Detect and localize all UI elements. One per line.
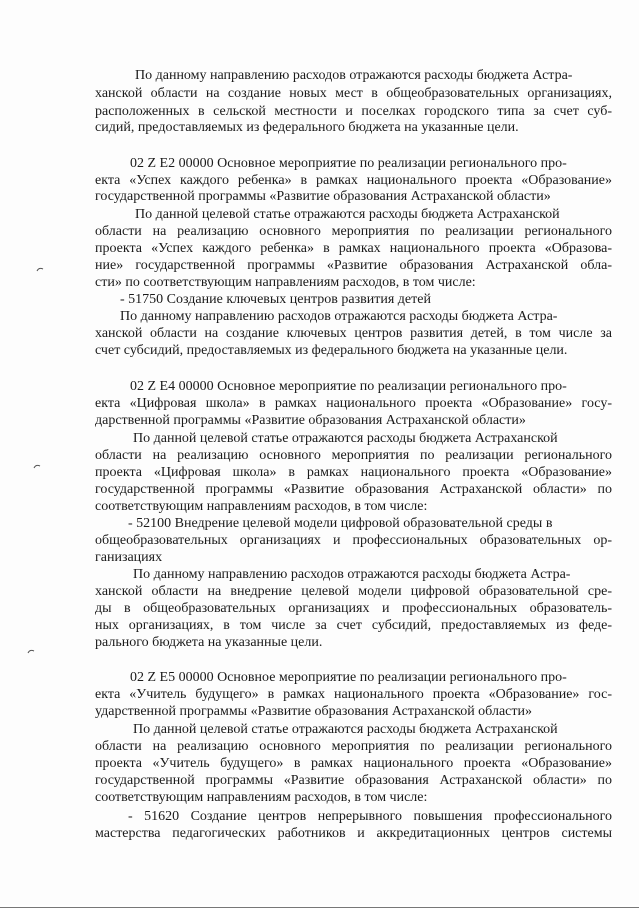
text-line: ударственной программы «Развитие образования Астраханской области» xyxy=(95,704,532,719)
scan-mark xyxy=(27,648,35,654)
scan-mark xyxy=(36,266,44,272)
text-line: государственной программы «Развитие образования Астраханской области» xyxy=(95,189,551,204)
text-line: проекта «Успех каждого ребенка» в рамках национального проекта «Образова- xyxy=(95,241,612,256)
text-line: области на реализацию основного мероприятия по реализации регионального xyxy=(95,224,612,239)
text-line: По данному направлению расходов отражаются расходы бюджета Астра- xyxy=(135,68,573,83)
text-line: 02 Z E5 00000 Основное мероприятие по реализации регионального про- xyxy=(130,670,567,685)
text-line: дарственной программы «Развитие образования Астраханской области» xyxy=(95,413,526,428)
text-line: государственной программы «Развитие образования Астраханской области» по xyxy=(95,773,612,788)
text-line: области на реализацию основного мероприятия по реализации регионального xyxy=(95,739,612,754)
text-line: ды в общеобразовательных организациях и профессиональных образователь- xyxy=(95,601,612,616)
text-line: счет субсидий, предоставляемых из федерального бюджета на указанные цели. xyxy=(95,343,568,358)
page-bottom-edge xyxy=(0,896,639,899)
text-line: проекта «Цифровая школа» в рамках национального проекта «Образование» xyxy=(95,465,612,480)
text-line: соответствующим направлениям расходов, в том числе: xyxy=(95,499,428,514)
text-line: ханской области на создание ключевых центров развития детей, в том числе за xyxy=(95,326,612,341)
text-line: екта «Цифровая школа» в рамках национального проекта «Образование» госу- xyxy=(95,396,612,411)
text-line: екта «Успех каждого ребенка» в рамках национального проекта «Образование» xyxy=(95,173,612,188)
text-line: 02 Z E4 00000 Основное мероприятие по реализации регионального про- xyxy=(130,379,567,394)
text-line: - 51620 Создание центров непрерывного повышения профессионального xyxy=(128,809,612,824)
text-line: ганизациях xyxy=(95,550,163,565)
text-line: По данному направлению расходов отражаются расходы бюджета Астра- xyxy=(133,567,571,582)
text-line: рального бюджета на указанные цели. xyxy=(95,635,323,650)
text-line: ханской области на внедрение целевой модели цифровой образовательной сре- xyxy=(95,584,612,599)
text-line: ных организациях, в том числе за счет субсидий, предоставляемых из феде- xyxy=(95,618,612,633)
text-line: области на реализацию основного мероприятия по реализации регионального xyxy=(95,448,612,463)
scan-mark xyxy=(33,463,41,469)
text-line: По данной целевой статье отражаются расходы бюджета Астраханской xyxy=(133,431,558,446)
text-line: екта «Учитель будущего» в рамках национального проекта «Образование» гос- xyxy=(95,687,612,702)
text-line: По данной целевой статье отражаются расходы бюджета Астраханской xyxy=(135,207,560,222)
text-line: По данному направлению расходов отражаются расходы бюджета Астра- xyxy=(120,309,558,324)
text-line: мастерства педагогических работников и аккредитационных центров системы xyxy=(95,826,612,841)
text-line: общеобразовательных организациях и профессиональных образовательных ор- xyxy=(95,533,612,548)
text-line: - 51750 Создание ключевых центров развития детей xyxy=(120,292,431,307)
text-line: По данной целевой статье отражаются расходы бюджета Астраханской xyxy=(133,722,558,737)
text-line: сти» по соответствующим направлениям расходов, в том числе: xyxy=(95,275,476,290)
text-line: ние» государственной программы «Развитие образования Астраханской обла- xyxy=(95,258,612,273)
text-line: проекта «Учитель будущего» в рамках национального проекта «Образование» xyxy=(95,756,612,771)
text-line: ханской области на создание новых мест в общеобразовательных организациях, xyxy=(95,86,612,101)
text-line: 02 Z E2 00000 Основное мероприятие по реализации регионального про- xyxy=(130,156,567,171)
text-line: - 52100 Внедрение целевой модели цифровой образовательной среды в xyxy=(128,516,553,531)
text-line: сидий, предоставляемых из федерального бюджета на указанные цели. xyxy=(95,120,519,135)
text-line: расположенных в сельской местности и поселках городского типа за счет суб- xyxy=(95,104,612,119)
text-line: государственной программы «Развитие образования Астраханской области» по xyxy=(95,482,612,497)
text-line: соответствующим направлениям расходов, в том числе: xyxy=(95,790,428,805)
